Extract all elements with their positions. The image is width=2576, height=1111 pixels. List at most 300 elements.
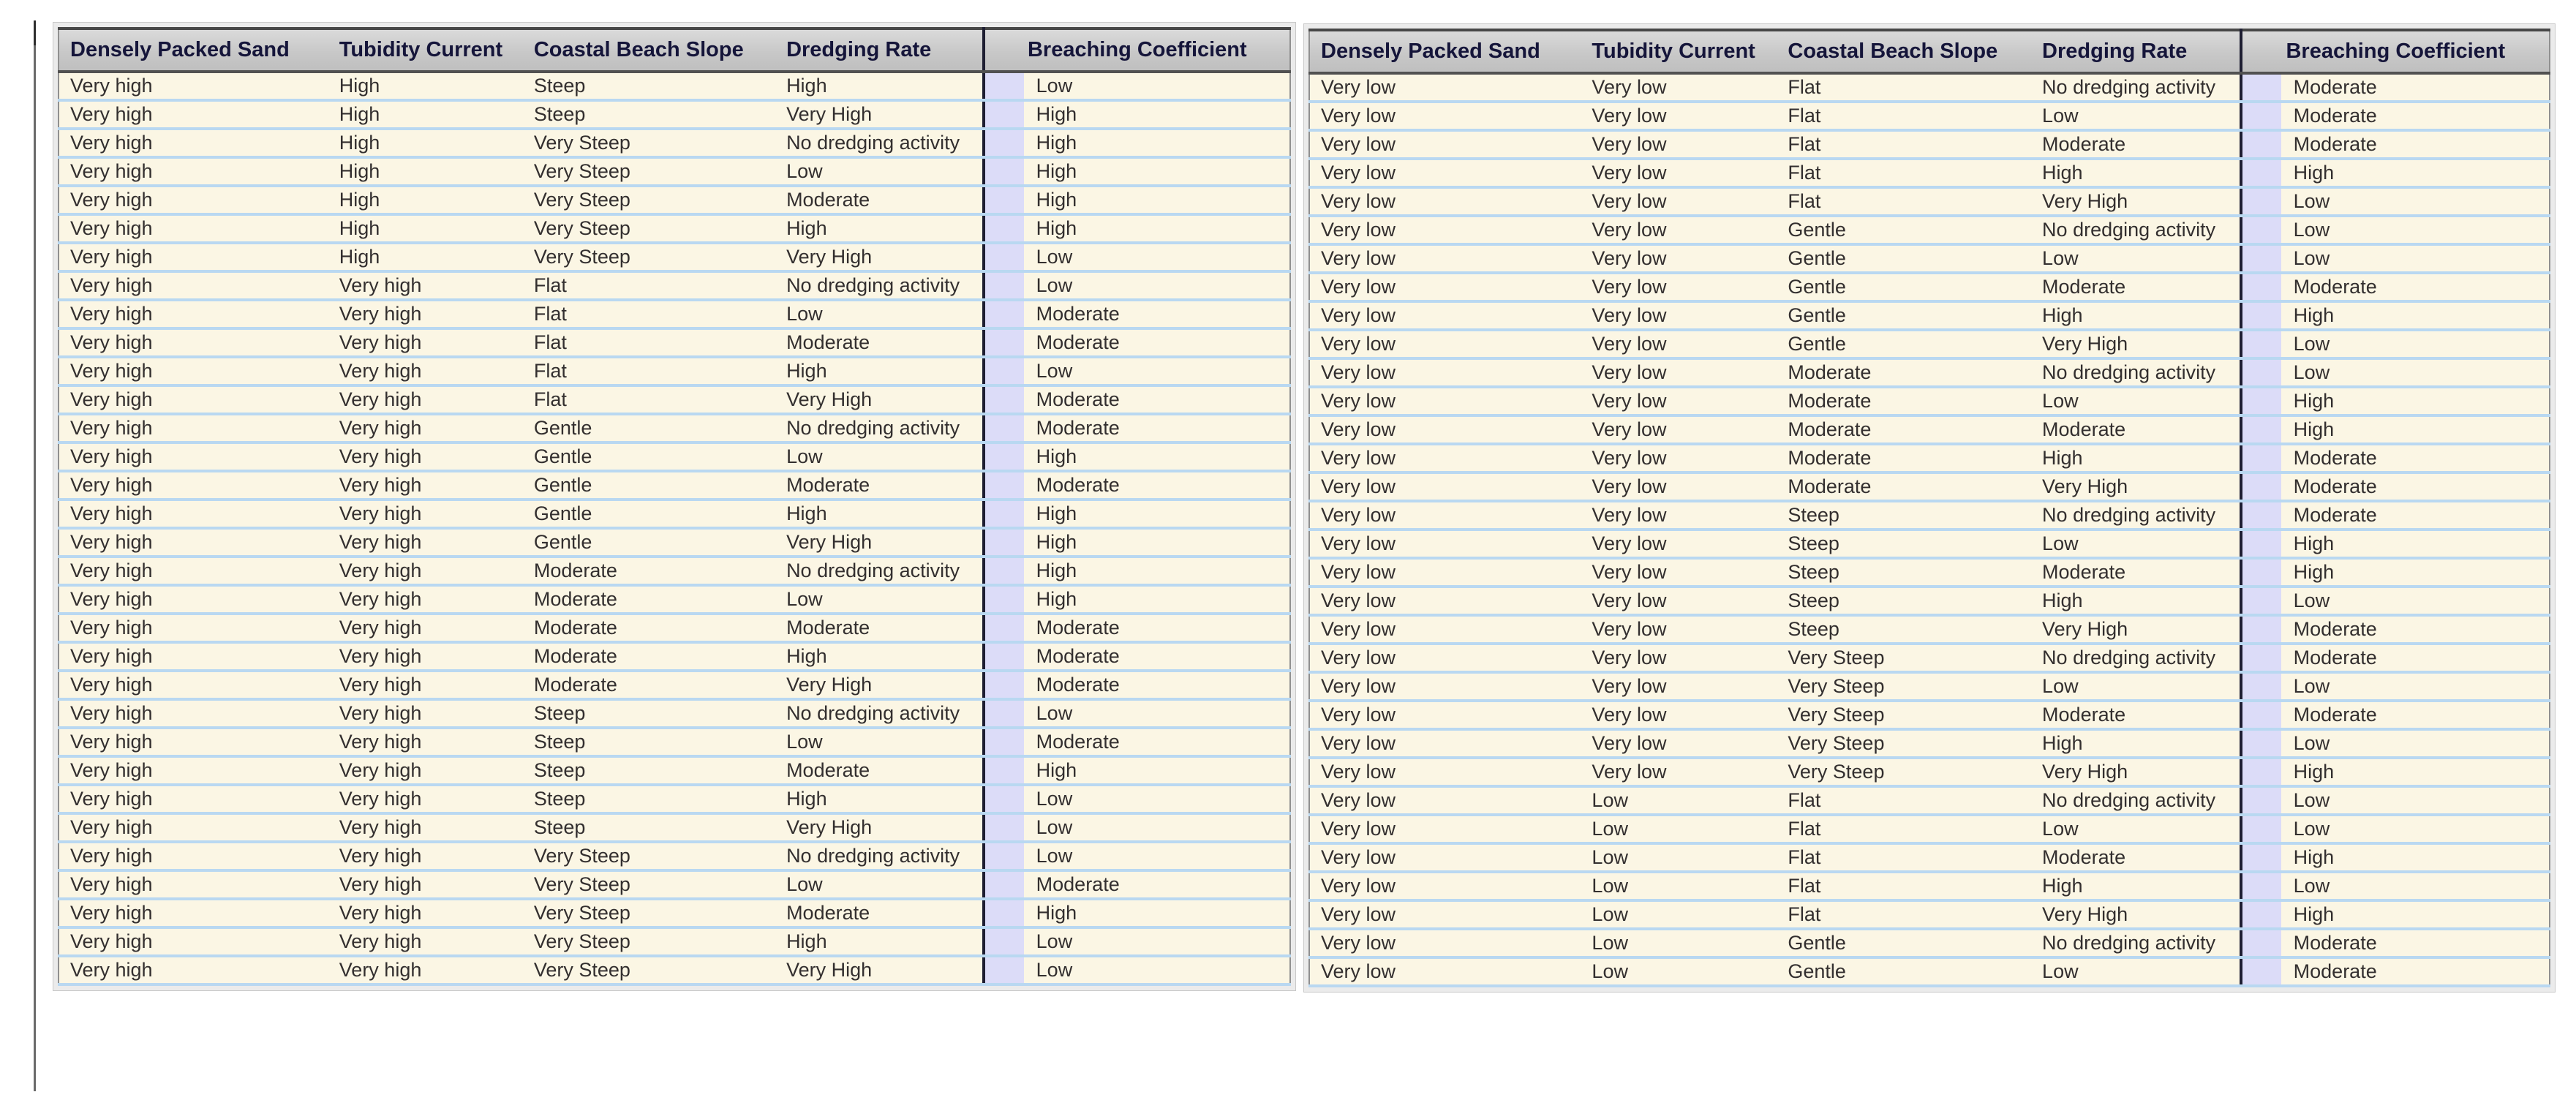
table-row[interactable]: [1309, 387, 2550, 415]
cell-dredging-rate: No dredging activity: [775, 129, 984, 157]
cell-dredging-rate: No dredging activity: [2031, 786, 2241, 815]
table-row[interactable]: [59, 842, 1290, 870]
cell-breaching-coefficient: High: [2241, 843, 2550, 872]
cell-densely-packed-sand: Very high: [59, 813, 328, 842]
cell-breaching-coefficient: Moderate: [2241, 644, 2550, 672]
table-row[interactable]: [59, 785, 1290, 813]
cell-tubidity-current: Very low: [1581, 330, 1777, 358]
cell-tubidity-current: Very low: [1581, 558, 1777, 587]
cell-densely-packed-sand: Very high: [59, 614, 328, 642]
table-row[interactable]: [1309, 644, 2550, 672]
table-row[interactable]: [1309, 415, 2550, 444]
table-row[interactable]: [1309, 872, 2550, 900]
table-row[interactable]: [1309, 444, 2550, 472]
cell-densely-packed-sand: Very low: [1309, 587, 1581, 615]
cell-coastal-beach-slope: Steep: [1777, 587, 2031, 615]
table-row[interactable]: [1309, 786, 2550, 815]
cell-densely-packed-sand: Very low: [1309, 472, 1581, 501]
cell-breaching-coefficient: High: [984, 214, 1290, 243]
cell-densely-packed-sand: Very low: [1309, 900, 1581, 929]
cell-breaching-coefficient: Moderate: [2241, 73, 2550, 102]
cell-dredging-rate: High: [775, 72, 984, 100]
cell-breaching-coefficient: High: [2241, 415, 2550, 444]
cell-coastal-beach-slope: Flat: [1777, 130, 2031, 159]
cell-dredging-rate: High: [775, 927, 984, 956]
cell-dredging-rate: Low: [2031, 815, 2241, 843]
cell-densely-packed-sand: Very high: [59, 785, 328, 813]
cell-densely-packed-sand: Very high: [59, 243, 328, 271]
cell-tubidity-current: High: [328, 243, 523, 271]
cell-breaching-coefficient: Moderate: [2241, 501, 2550, 530]
cell-coastal-beach-slope: Moderate: [1777, 387, 2031, 415]
table-row[interactable]: [1309, 729, 2550, 758]
cell-breaching-coefficient: Low: [984, 813, 1290, 842]
cell-dredging-rate: Moderate: [775, 899, 984, 927]
cell-breaching-coefficient: Low: [2241, 330, 2550, 358]
cell-coastal-beach-slope: Gentle: [1777, 929, 2031, 957]
cell-densely-packed-sand: Very low: [1309, 786, 1581, 815]
table-row[interactable]: [1309, 501, 2550, 530]
cell-breaching-coefficient: Moderate: [2241, 273, 2550, 301]
table-row[interactable]: [59, 357, 1290, 385]
table-row[interactable]: [1309, 216, 2550, 244]
cell-tubidity-current: Very high: [328, 785, 523, 813]
cell-densely-packed-sand: Very low: [1309, 957, 1581, 986]
cell-tubidity-current: Very high: [328, 300, 523, 328]
cell-breaching-coefficient: Low: [984, 785, 1290, 813]
table-row[interactable]: [59, 100, 1290, 129]
cell-dredging-rate: Very High: [2031, 615, 2241, 644]
table-row[interactable]: [59, 557, 1290, 585]
table-row[interactable]: [1309, 558, 2550, 587]
cell-breaching-coefficient: High: [984, 756, 1290, 785]
cell-tubidity-current: Low: [1581, 815, 1777, 843]
cell-breaching-coefficient: Moderate: [2241, 929, 2550, 957]
table-row[interactable]: [1309, 815, 2550, 843]
cell-densely-packed-sand: Very high: [59, 642, 328, 671]
cell-breaching-coefficient: Low: [984, 699, 1290, 728]
cell-coastal-beach-slope: Flat: [523, 300, 775, 328]
cell-coastal-beach-slope: Gentle: [1777, 957, 2031, 986]
cell-coastal-beach-slope: Gentle: [523, 414, 775, 442]
cell-densely-packed-sand: Very low: [1309, 758, 1581, 786]
cell-breaching-coefficient: Low: [984, 271, 1290, 300]
cell-tubidity-current: Very low: [1581, 530, 1777, 558]
cell-densely-packed-sand: Very low: [1309, 301, 1581, 330]
cell-breaching-coefficient: Moderate: [2241, 444, 2550, 472]
cell-coastal-beach-slope: Moderate: [1777, 444, 2031, 472]
cell-coastal-beach-slope: Steep: [523, 100, 775, 129]
cell-densely-packed-sand: Very high: [59, 728, 328, 756]
cell-coastal-beach-slope: Moderate: [1777, 415, 2031, 444]
cell-tubidity-current: Low: [1581, 900, 1777, 929]
cell-dredging-rate: Very High: [775, 243, 984, 271]
cell-densely-packed-sand: Very low: [1309, 273, 1581, 301]
cell-breaching-coefficient: Low: [2241, 587, 2550, 615]
table-row[interactable]: [59, 72, 1290, 100]
table-row[interactable]: [1309, 843, 2550, 872]
cell-dredging-rate: Moderate: [2031, 130, 2241, 159]
cell-densely-packed-sand: Very high: [59, 129, 328, 157]
cell-breaching-coefficient: Low: [2241, 815, 2550, 843]
cell-tubidity-current: Very high: [328, 385, 523, 414]
table-row[interactable]: [59, 414, 1290, 442]
cell-tubidity-current: Very low: [1581, 415, 1777, 444]
cell-breaching-coefficient: High: [2241, 758, 2550, 786]
cell-dredging-rate: High: [2031, 587, 2241, 615]
cell-tubidity-current: Very high: [328, 585, 523, 614]
table-row[interactable]: [1309, 130, 2550, 159]
cell-dredging-rate: No dredging activity: [2031, 358, 2241, 387]
table-row[interactable]: [1309, 701, 2550, 729]
table-row[interactable]: [59, 129, 1290, 157]
cell-dredging-rate: No dredging activity: [2031, 216, 2241, 244]
cell-densely-packed-sand: Very low: [1309, 244, 1581, 273]
cell-coastal-beach-slope: Very Steep: [523, 899, 775, 927]
table-row[interactable]: [1309, 758, 2550, 786]
table-row[interactable]: [1309, 187, 2550, 216]
cell-coastal-beach-slope: Very Steep: [523, 870, 775, 899]
table-row[interactable]: [59, 699, 1290, 728]
table-row[interactable]: [1309, 102, 2550, 130]
cell-densely-packed-sand: Very low: [1309, 530, 1581, 558]
cell-densely-packed-sand: Very low: [1309, 872, 1581, 900]
cell-tubidity-current: High: [328, 129, 523, 157]
table-row[interactable]: [59, 157, 1290, 186]
table-row[interactable]: [59, 243, 1290, 271]
cell-coastal-beach-slope: Flat: [523, 385, 775, 414]
cell-coastal-beach-slope: Very Steep: [523, 214, 775, 243]
cell-densely-packed-sand: Very high: [59, 842, 328, 870]
cell-tubidity-current: Very low: [1581, 758, 1777, 786]
cell-dredging-rate: Very High: [775, 100, 984, 129]
cell-densely-packed-sand: Very high: [59, 157, 328, 186]
cell-tubidity-current: Very low: [1581, 130, 1777, 159]
cell-dredging-rate: Very High: [775, 385, 984, 414]
table-row[interactable]: [59, 870, 1290, 899]
cell-dredging-rate: High: [775, 785, 984, 813]
table-row[interactable]: [59, 671, 1290, 699]
cell-coastal-beach-slope: Moderate: [1777, 358, 2031, 387]
cell-tubidity-current: Very low: [1581, 301, 1777, 330]
cell-dredging-rate: High: [775, 357, 984, 385]
table-row[interactable]: [1309, 615, 2550, 644]
cell-coastal-beach-slope: Very Steep: [523, 186, 775, 214]
table-row[interactable]: [1309, 672, 2550, 701]
cell-tubidity-current: Very high: [328, 614, 523, 642]
cell-breaching-coefficient: High: [984, 442, 1290, 471]
cell-densely-packed-sand: Very high: [59, 72, 328, 100]
cell-densely-packed-sand: Very high: [59, 471, 328, 500]
cell-dredging-rate: Low: [775, 157, 984, 186]
cell-breaching-coefficient: Low: [984, 956, 1290, 984]
cell-dredging-rate: Low: [775, 442, 984, 471]
cell-tubidity-current: Very low: [1581, 587, 1777, 615]
cell-coastal-beach-slope: Very Steep: [523, 129, 775, 157]
table-row[interactable]: [59, 927, 1290, 956]
cell-breaching-coefficient: Low: [984, 357, 1290, 385]
cell-coastal-beach-slope: Gentle: [523, 442, 775, 471]
cell-breaching-coefficient: High: [984, 186, 1290, 214]
cell-densely-packed-sand: Very high: [59, 528, 328, 557]
table-row[interactable]: [59, 899, 1290, 927]
table-row[interactable]: [1309, 301, 2550, 330]
cell-dredging-rate: Very High: [2031, 187, 2241, 216]
cell-breaching-coefficient: Low: [2241, 786, 2550, 815]
cell-densely-packed-sand: Very low: [1309, 73, 1581, 102]
table-row[interactable]: [59, 300, 1290, 328]
cell-tubidity-current: Very low: [1581, 672, 1777, 701]
cell-densely-packed-sand: Very low: [1309, 644, 1581, 672]
cell-dredging-rate: Very High: [775, 528, 984, 557]
cell-tubidity-current: Very low: [1581, 387, 1777, 415]
cell-densely-packed-sand: Very low: [1309, 501, 1581, 530]
cell-densely-packed-sand: Very low: [1309, 159, 1581, 187]
table-row[interactable]: [59, 813, 1290, 842]
table-row[interactable]: [1309, 472, 2550, 501]
table-row[interactable]: [59, 186, 1290, 214]
table-row[interactable]: [59, 471, 1290, 500]
table-row[interactable]: [1309, 929, 2550, 957]
cell-dredging-rate: Moderate: [2031, 415, 2241, 444]
cell-coastal-beach-slope: Steep: [1777, 530, 2031, 558]
cell-breaching-coefficient: High: [984, 157, 1290, 186]
cell-breaching-coefficient: High: [984, 129, 1290, 157]
table-row[interactable]: [1309, 957, 2550, 986]
cell-breaching-coefficient: High: [984, 899, 1290, 927]
cell-densely-packed-sand: Very high: [59, 385, 328, 414]
column-header-tubidity-current: Tubidity Current: [1581, 30, 1777, 73]
cell-coastal-beach-slope: Flat: [523, 328, 775, 357]
cell-coastal-beach-slope: Gentle: [1777, 244, 2031, 273]
cell-densely-packed-sand: Very low: [1309, 701, 1581, 729]
cell-tubidity-current: Very high: [328, 756, 523, 785]
table-row[interactable]: [1309, 244, 2550, 273]
cell-tubidity-current: Very low: [1581, 615, 1777, 644]
cell-breaching-coefficient: High: [2241, 900, 2550, 929]
cell-dredging-rate: Moderate: [775, 614, 984, 642]
cell-breaching-coefficient: Low: [2241, 358, 2550, 387]
cell-coastal-beach-slope: Very Steep: [1777, 729, 2031, 758]
cell-coastal-beach-slope: Gentle: [1777, 216, 2031, 244]
cell-tubidity-current: High: [328, 157, 523, 186]
cell-dredging-rate: Low: [2031, 530, 2241, 558]
cell-breaching-coefficient: Moderate: [984, 728, 1290, 756]
cell-breaching-coefficient: Low: [984, 842, 1290, 870]
cell-tubidity-current: Very low: [1581, 102, 1777, 130]
cell-dredging-rate: No dredging activity: [2031, 644, 2241, 672]
table-row[interactable]: [1309, 273, 2550, 301]
cell-densely-packed-sand: Very high: [59, 870, 328, 899]
cell-coastal-beach-slope: Steep: [523, 728, 775, 756]
table-row[interactable]: [59, 756, 1290, 785]
cell-tubidity-current: Very high: [328, 899, 523, 927]
cell-densely-packed-sand: Very low: [1309, 929, 1581, 957]
column-header-tubidity-current: Tubidity Current: [328, 29, 523, 72]
cell-dredging-rate: Low: [2031, 672, 2241, 701]
cell-coastal-beach-slope: Very Steep: [523, 243, 775, 271]
column-header-dredging-rate: Dredging Rate: [2031, 30, 2241, 73]
cell-coastal-beach-slope: Steep: [523, 785, 775, 813]
cell-coastal-beach-slope: Flat: [1777, 815, 2031, 843]
cell-coastal-beach-slope: Flat: [1777, 159, 2031, 187]
cell-coastal-beach-slope: Gentle: [523, 528, 775, 557]
cell-dredging-rate: Moderate: [775, 186, 984, 214]
cell-coastal-beach-slope: Gentle: [523, 500, 775, 528]
cell-coastal-beach-slope: Very Steep: [1777, 758, 2031, 786]
cell-densely-packed-sand: Very high: [59, 671, 328, 699]
panel-left-border: [34, 20, 36, 1091]
cell-dredging-rate: No dredging activity: [2031, 501, 2241, 530]
table-row[interactable]: [1309, 358, 2550, 387]
table-row[interactable]: [1309, 159, 2550, 187]
cell-breaching-coefficient: Moderate: [984, 870, 1290, 899]
cell-coastal-beach-slope: Moderate: [523, 557, 775, 585]
cell-dredging-rate: High: [775, 214, 984, 243]
cell-coastal-beach-slope: Steep: [1777, 558, 2031, 587]
table-row[interactable]: [1309, 587, 2550, 615]
cell-dredging-rate: Very High: [2031, 330, 2241, 358]
cell-breaching-coefficient: High: [2241, 558, 2550, 587]
cell-densely-packed-sand: Very high: [59, 328, 328, 357]
cell-densely-packed-sand: Very low: [1309, 102, 1581, 130]
cell-densely-packed-sand: Very high: [59, 500, 328, 528]
cell-dredging-rate: Moderate: [775, 756, 984, 785]
table-row[interactable]: [59, 956, 1290, 984]
table-row[interactable]: [59, 728, 1290, 756]
cell-densely-packed-sand: Very high: [59, 357, 328, 385]
table-row[interactable]: [1309, 900, 2550, 929]
cell-coastal-beach-slope: Gentle: [1777, 301, 2031, 330]
cell-tubidity-current: Very low: [1581, 644, 1777, 672]
cell-dredging-rate: No dredging activity: [2031, 929, 2241, 957]
cell-dredging-rate: High: [2031, 444, 2241, 472]
cell-dredging-rate: High: [2031, 872, 2241, 900]
cell-breaching-coefficient: Low: [984, 72, 1290, 100]
cell-tubidity-current: Very high: [328, 842, 523, 870]
cell-breaching-coefficient: High: [2241, 530, 2550, 558]
cell-densely-packed-sand: Very high: [59, 899, 328, 927]
cell-coastal-beach-slope: Very Steep: [523, 157, 775, 186]
column-header-densely-packed-sand: Densely Packed Sand: [1309, 30, 1581, 73]
cell-coastal-beach-slope: Gentle: [523, 471, 775, 500]
cell-tubidity-current: Very high: [328, 357, 523, 385]
table-row[interactable]: [1309, 530, 2550, 558]
cell-tubidity-current: Very high: [328, 671, 523, 699]
cell-tubidity-current: Very low: [1581, 358, 1777, 387]
cell-tubidity-current: Very high: [328, 728, 523, 756]
cell-tubidity-current: Very low: [1581, 701, 1777, 729]
cell-densely-packed-sand: Very low: [1309, 358, 1581, 387]
cell-tubidity-current: Very high: [328, 528, 523, 557]
table-row[interactable]: [1309, 330, 2550, 358]
table-row[interactable]: [59, 614, 1290, 642]
cell-tubidity-current: Low: [1581, 957, 1777, 986]
table-row[interactable]: [59, 528, 1290, 557]
cell-coastal-beach-slope: Steep: [523, 756, 775, 785]
cell-breaching-coefficient: High: [2241, 387, 2550, 415]
cell-densely-packed-sand: Very low: [1309, 387, 1581, 415]
cell-densely-packed-sand: Very high: [59, 585, 328, 614]
cell-dredging-rate: High: [775, 642, 984, 671]
cell-breaching-coefficient: Low: [2241, 672, 2550, 701]
cell-tubidity-current: Very high: [328, 927, 523, 956]
cell-densely-packed-sand: Very high: [59, 186, 328, 214]
cell-dredging-rate: Very High: [2031, 758, 2241, 786]
cell-densely-packed-sand: Very high: [59, 414, 328, 442]
cell-breaching-coefficient: Low: [2241, 187, 2550, 216]
cell-tubidity-current: Low: [1581, 872, 1777, 900]
column-header-breaching-coefficient: Breaching Coefficient: [2241, 30, 2550, 73]
cell-breaching-coefficient: Low: [984, 927, 1290, 956]
header-row: [1309, 30, 2550, 73]
cell-dredging-rate: Moderate: [2031, 701, 2241, 729]
cell-dredging-rate: No dredging activity: [2031, 73, 2241, 102]
cell-tubidity-current: Very high: [328, 471, 523, 500]
cell-densely-packed-sand: Very low: [1309, 330, 1581, 358]
cell-dredging-rate: No dredging activity: [775, 557, 984, 585]
cell-coastal-beach-slope: Moderate: [523, 671, 775, 699]
column-header-dredging-rate: Dredging Rate: [775, 29, 984, 72]
cell-densely-packed-sand: Very low: [1309, 815, 1581, 843]
cell-tubidity-current: Very high: [328, 699, 523, 728]
cell-densely-packed-sand: Very low: [1309, 615, 1581, 644]
table-row[interactable]: [59, 271, 1290, 300]
cell-dredging-rate: Low: [2031, 957, 2241, 986]
table-row[interactable]: [59, 442, 1290, 471]
cell-dredging-rate: No dredging activity: [775, 414, 984, 442]
table-row[interactable]: [59, 500, 1290, 528]
cell-breaching-coefficient: Moderate: [2241, 957, 2550, 986]
table-row[interactable]: [59, 385, 1290, 414]
cell-coastal-beach-slope: Moderate: [523, 585, 775, 614]
table-row[interactable]: [1309, 73, 2550, 102]
cell-tubidity-current: Very high: [328, 557, 523, 585]
breaching-table-very-low: [1308, 29, 2550, 987]
cell-tubidity-current: Very high: [328, 442, 523, 471]
breaching-table-very-high: [58, 27, 1291, 986]
cell-coastal-beach-slope: Steep: [523, 813, 775, 842]
cell-coastal-beach-slope: Steep: [523, 699, 775, 728]
cell-dredging-rate: Moderate: [775, 471, 984, 500]
cell-coastal-beach-slope: Flat: [523, 357, 775, 385]
cell-tubidity-current: Very low: [1581, 159, 1777, 187]
cell-dredging-rate: Low: [2031, 244, 2241, 273]
cell-breaching-coefficient: High: [2241, 301, 2550, 330]
cell-dredging-rate: Low: [775, 728, 984, 756]
cell-coastal-beach-slope: Flat: [523, 271, 775, 300]
table-row[interactable]: [59, 328, 1290, 357]
cell-tubidity-current: Very high: [328, 813, 523, 842]
cell-coastal-beach-slope: Moderate: [523, 642, 775, 671]
cell-breaching-coefficient: High: [2241, 159, 2550, 187]
cell-breaching-coefficient: Moderate: [984, 671, 1290, 699]
table-row[interactable]: [59, 585, 1290, 614]
cell-breaching-coefficient: Moderate: [984, 328, 1290, 357]
cell-tubidity-current: High: [328, 214, 523, 243]
cell-tubidity-current: High: [328, 186, 523, 214]
cell-breaching-coefficient: Low: [2241, 729, 2550, 758]
cell-densely-packed-sand: Very high: [59, 699, 328, 728]
cell-densely-packed-sand: Very low: [1309, 672, 1581, 701]
cell-coastal-beach-slope: Gentle: [1777, 273, 2031, 301]
cell-densely-packed-sand: Very high: [59, 927, 328, 956]
table-row[interactable]: [59, 214, 1290, 243]
cell-dredging-rate: No dredging activity: [775, 842, 984, 870]
table-row[interactable]: [59, 642, 1290, 671]
cell-tubidity-current: Very low: [1581, 444, 1777, 472]
cell-tubidity-current: Very low: [1581, 472, 1777, 501]
